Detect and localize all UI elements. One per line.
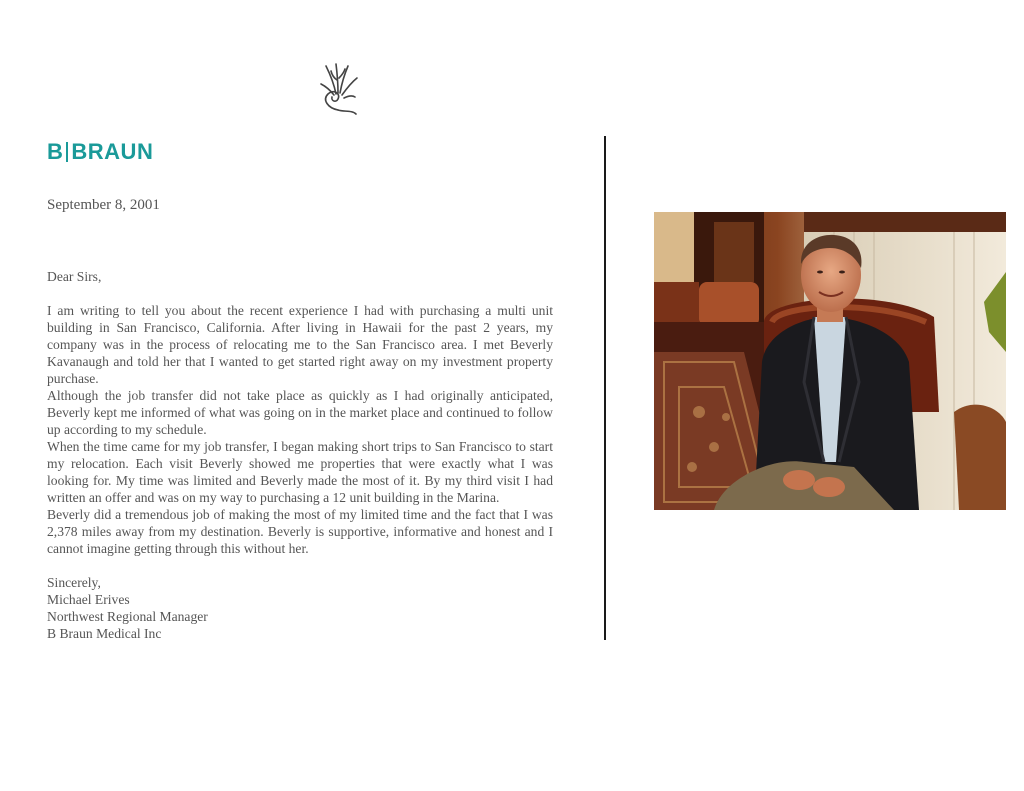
paragraph-2: Although the job transfer did not take place as quickly as I had originally anticipated, Beverly kept me informed of what was going on in the market place and continued to follow up according to my schedule. <box>47 388 553 437</box>
paragraph-3: When the time came for my job transfer, I began making short trips to San Francisco to start my relocation. Each visit Beverly showed me properties that were exactly what I was looking for. My time was limited and Beverly made the most of it. By my third visit I had written an offer and was on my way to purchasing a 12 unit building in the Marina. <box>47 439 553 505</box>
signer-company: B Braun Medical Inc <box>47 626 162 641</box>
signer-name: Michael Erives <box>47 592 130 607</box>
salutation: Dear Sirs, <box>47 269 102 284</box>
logo-separator <box>66 142 68 162</box>
paragraph-1: I am writing to tell you about the recent experience I had with purchasing a multi unit building in San Francisco, California. After living in Hawaii for the past 2 years, my company was in the process of relocating me to the San Francisco area. I met Beverly Kavanaugh and told her that I wanted to get started right away on my investment property purchase. <box>47 303 553 386</box>
signature-block <box>47 574 553 642</box>
vertical-divider <box>604 136 606 640</box>
company-logo <box>47 139 153 165</box>
floral-ornament-icon <box>314 60 362 116</box>
signer-title: Northwest Regional Manager <box>47 609 208 624</box>
paragraph-4: Beverly did a tremendous job of making the most of my limited time and the fact that I was 2,378 miles away from my destination. Beverly is supportive, informative and honest and I cannot imagine getting through this without her. <box>47 507 553 556</box>
closing: Sincerely, <box>47 575 101 590</box>
letter-date: September 8, 2001 <box>47 197 160 213</box>
portrait-photo <box>654 212 1006 510</box>
letter-body <box>47 268 553 642</box>
logo-text-left: B <box>47 139 64 164</box>
logo-text-right: BRAUN <box>71 139 154 164</box>
